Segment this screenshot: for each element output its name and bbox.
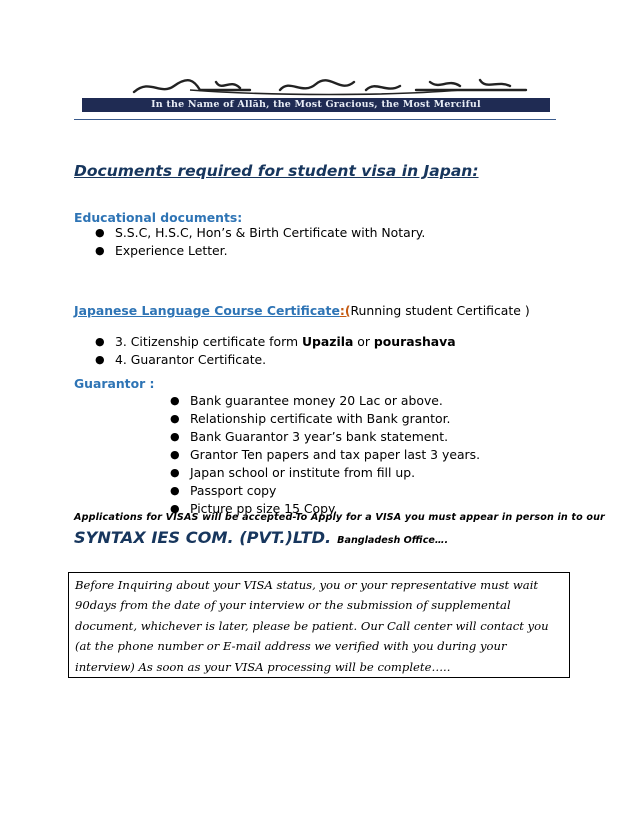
language-separator: :( — [339, 303, 351, 318]
bullet-icon: ● — [95, 353, 105, 366]
language-certificate-line — [74, 303, 530, 318]
bullet-icon: ● — [95, 244, 105, 257]
banner-caption: In the Name of Allāh, the Most Gracious, the Most Merciful — [82, 98, 550, 112]
list-item: ● Grantor Ten papers and tax paper last 3 years. — [170, 447, 481, 462]
list-item: ● Relationship certificate with Bank grantor. — [170, 411, 451, 426]
list-item: ● S.S.C, H.S.C, Hon’s & Birth Certificate with Notary. — [95, 225, 426, 240]
language-heading: Japanese Language Course Certificate — [74, 303, 340, 318]
guarantor-list — [170, 392, 481, 518]
language-note: Running student Certificate ) — [350, 303, 530, 318]
list-item: ● Bank Guarantor 3 year’s bank statement. — [170, 429, 449, 444]
bullet-icon: ● — [95, 226, 105, 239]
guarantor-heading: Guarantor : — [74, 376, 155, 391]
bullet-icon: ● — [170, 502, 180, 515]
list-item: ● Bank guarantee money 20 Lac or above. — [170, 393, 443, 408]
company-name: SYNTAX IES COM. (PVT.)LTD. — [74, 528, 332, 547]
bullet-icon: ● — [170, 412, 180, 425]
header-divider — [74, 119, 556, 120]
page-title: Documents required for student visa in Japan: — [74, 162, 479, 180]
list-item: ● 3. Citizenship certificate form Upazila or pourashava — [95, 334, 456, 349]
bullet-icon: ● — [170, 394, 180, 407]
educational-list — [95, 224, 426, 260]
company-office: Bangladesh Office…. — [337, 535, 449, 546]
bullet-icon: ● — [170, 466, 180, 479]
bullet-icon: ● — [170, 484, 180, 497]
bismillah-banner — [82, 70, 552, 116]
bullet-icon: ● — [170, 430, 180, 443]
list-item: ● Passport copy — [170, 483, 277, 498]
company-line — [74, 528, 448, 547]
list-item: ● Japan school or institute from fill up. — [170, 465, 416, 480]
list-item: ● 4. Guarantor Certificate. — [95, 352, 267, 367]
bullet-icon: ● — [95, 335, 105, 348]
certificates-list — [95, 333, 456, 369]
visa-status-notice-box: Before Inquiring about your VISA status, you or your representative must wait 90days from the date of your interview or the submission of supplemental document, whichever is later, please be patient. Our Call center will contact you (at the phone number or E-mail address we verified with you during your interview) As soon as your VISA processing will be complete….. — [68, 572, 570, 678]
arabic-calligraphy-image — [130, 74, 530, 98]
list-item: ● Picture pp size 15 Copy. — [170, 501, 338, 516]
application-notice: Applications for VISAS will be accepted-To Apply for a VISA you must appear in person in to our — [74, 512, 605, 523]
bullet-icon: ● — [170, 448, 180, 461]
educational-heading: Educational documents: — [74, 210, 243, 225]
list-item: ● Experience Letter. — [95, 243, 228, 258]
